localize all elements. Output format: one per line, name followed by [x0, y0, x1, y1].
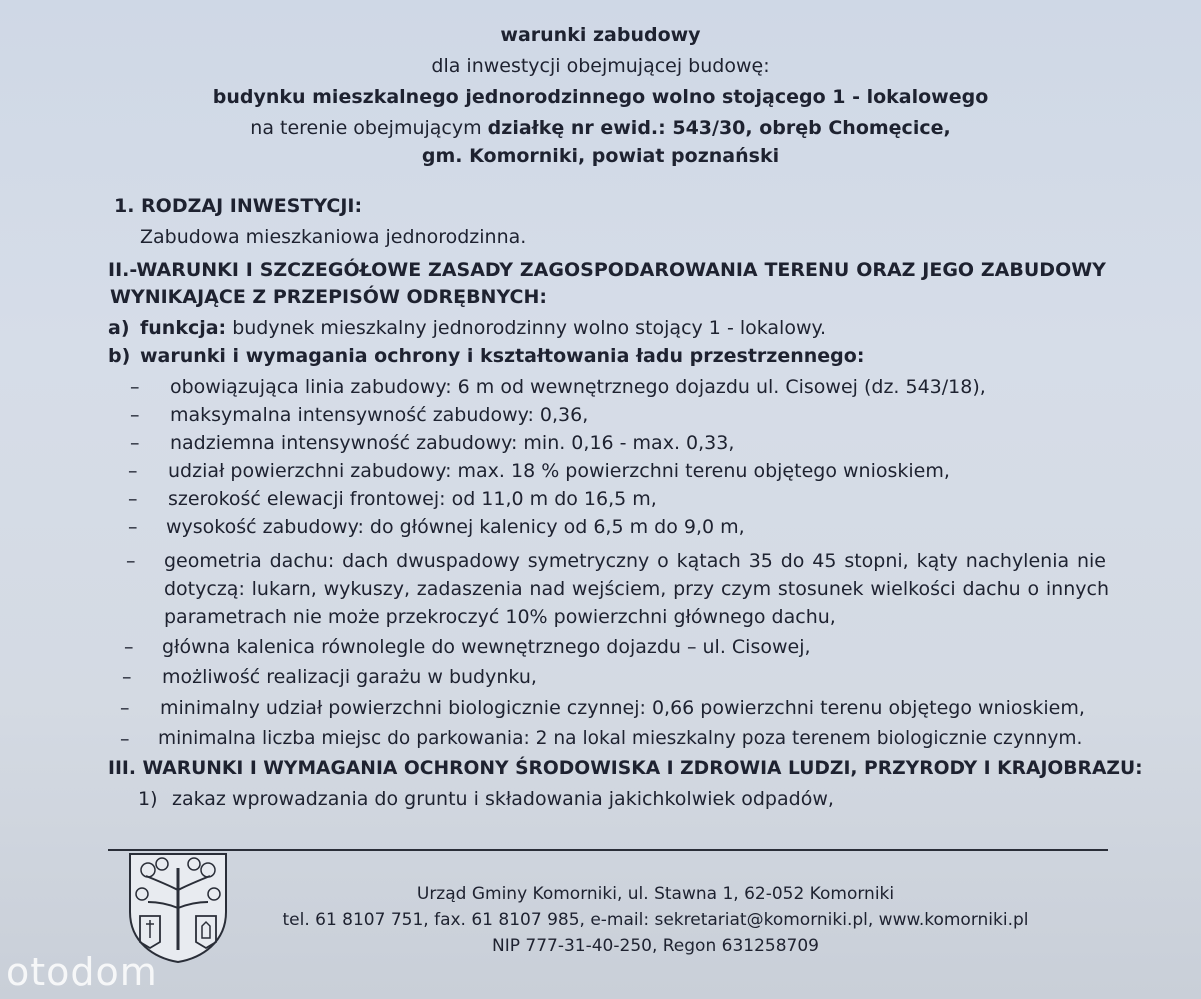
heading-word: I [245, 259, 253, 281]
dash-bullet: – [130, 432, 140, 454]
list-item: maksymalna intensywność zabudowy: 0,36, [170, 404, 589, 426]
item-a-rest: budynek mieszkalny jednorodzinny wolno stojący 1 - lokalowy. [226, 317, 827, 339]
list-item: możliwość realizacji garażu w budynku, [162, 666, 537, 688]
item-a-bold: funkcja: [140, 317, 227, 339]
section2-heading-line2: WYNIKAJĄCE Z PRZEPISÓW ODRĘBNYCH: [110, 286, 547, 308]
list-item: minimalny udział powierzchni biologicznie czynnej: 0,66 powierzchni terenu objętego wnioskiem, [160, 697, 1085, 719]
footer-address: Urząd Gminy Komorniki, ul. Stawna 1, 62-052 Komorniki [416, 884, 895, 904]
header-line-building: budynku mieszkalnego jednorodzinnego wolno stojącego 1 - lokalowego [212, 86, 989, 108]
item-a-label: a) [108, 317, 130, 339]
item-b-label: b) [108, 345, 131, 367]
dash-bullet: – [126, 550, 136, 572]
dash-bullet: – [122, 666, 132, 688]
list-item: minimalna liczba miejsc do parkowania: 2 na lokal mieszkalny poza terenem biologicznie czynnym. [158, 728, 1083, 749]
item-b-text: warunki i wymagania ochrony i kształtowania ładu przestrzennego: [140, 345, 865, 367]
dash-bullet: – [120, 728, 130, 750]
header-plot-prefix: na terenie obejmującym [250, 117, 488, 139]
heading-word: JEGO [922, 259, 975, 281]
section3-item-label: 1) [138, 788, 158, 810]
header-line-plot [0, 115, 1201, 141]
document-title: warunki zabudowy [500, 24, 701, 46]
section1-heading: 1. RODZAJ INWESTYCJI: [114, 195, 363, 217]
heading-word: ZAGOSPODAROWANIA [519, 259, 758, 281]
dash-bullet: – [128, 516, 138, 538]
section1-text: Zabudowa mieszkaniowa jednorodzinna. [140, 226, 527, 248]
heading-word: TERENU [764, 259, 850, 281]
section3-item-text: zakaz wprowadzania do gruntu i składowania jakichkolwiek odpadów, [172, 788, 834, 810]
header-line-investment: dla inwestycji obejmującej budowę: [431, 55, 770, 77]
dash-bullet: – [120, 697, 130, 719]
heading-word: SZCZEGÓŁOWE [259, 259, 422, 281]
section3-heading: III. WARUNKI I WYMAGANIA OCHRONY ŚRODOWISKA I ZDROWIA LUDZI, PRZYRODY I KRAJOBRAZU: [108, 758, 1143, 779]
footer-tax-ids: NIP 777-31-40-250, Regon 631258709 [492, 936, 819, 956]
dash-bullet: – [128, 488, 138, 510]
heading-word: ZABUDOWY [980, 259, 1106, 281]
list-item: geometria dachu: dach dwuspadowy symetryczny o kątach 35 do 45 stopni, kąty nachylenia nie [164, 550, 1106, 572]
dash-bullet: – [124, 636, 134, 658]
otodom-watermark: otodom [6, 950, 158, 994]
heading-word: ZASADY [428, 259, 514, 281]
list-item: szerokość elewacji frontowej: od 11,0 m do 16,5 m, [168, 488, 657, 510]
item-a-text [140, 315, 826, 341]
header-line-commune: gm. Komorniki, powiat poznański [421, 145, 780, 167]
footer-divider [108, 849, 1108, 851]
list-item: nadziemna intensywność zabudowy: min. 0,16 - max. 0,33, [170, 432, 735, 454]
list-item: udział powierzchni zabudowy: max. 18 % powierzchni terenu objętego wnioskiem, [168, 460, 950, 482]
list-item: główna kalenica równolegle do wewnętrznego dojazdu – ul. Cisowej, [162, 636, 811, 658]
list-item-continuation: parametrach nie może przekroczyć 10% powierzchni głównego dachu, [164, 606, 836, 628]
heading-word: ORAZ [856, 259, 916, 281]
dash-bullet: – [130, 376, 140, 398]
list-item-continuation: dotyczą: lukarn, wykuszy, zadaszenia nad wejściem, przy czym stosunek wielkości dachu o innych [164, 578, 1109, 600]
dash-bullet: – [128, 460, 138, 482]
list-item: wysokość zabudowy: do głównej kalenicy od 6,5 m do 9,0 m, [166, 516, 745, 538]
list-item: obowiązująca linia zabudowy: 6 m od wewnętrznego dojazdu ul. Cisowej (dz. 543/18), [170, 376, 986, 398]
section2-heading-line1 [108, 257, 1106, 283]
footer-contact: tel. 61 8107 751, fax. 61 8107 985, e-mail: sekretariat@komorniki.pl, www.komorniki.pl [282, 910, 1029, 930]
heading-word: II.-WARUNKI [108, 259, 239, 281]
header-plot-number: działkę nr ewid.: 543/30, obręb Chomęcice, [487, 117, 951, 139]
dash-bullet: – [130, 404, 140, 426]
